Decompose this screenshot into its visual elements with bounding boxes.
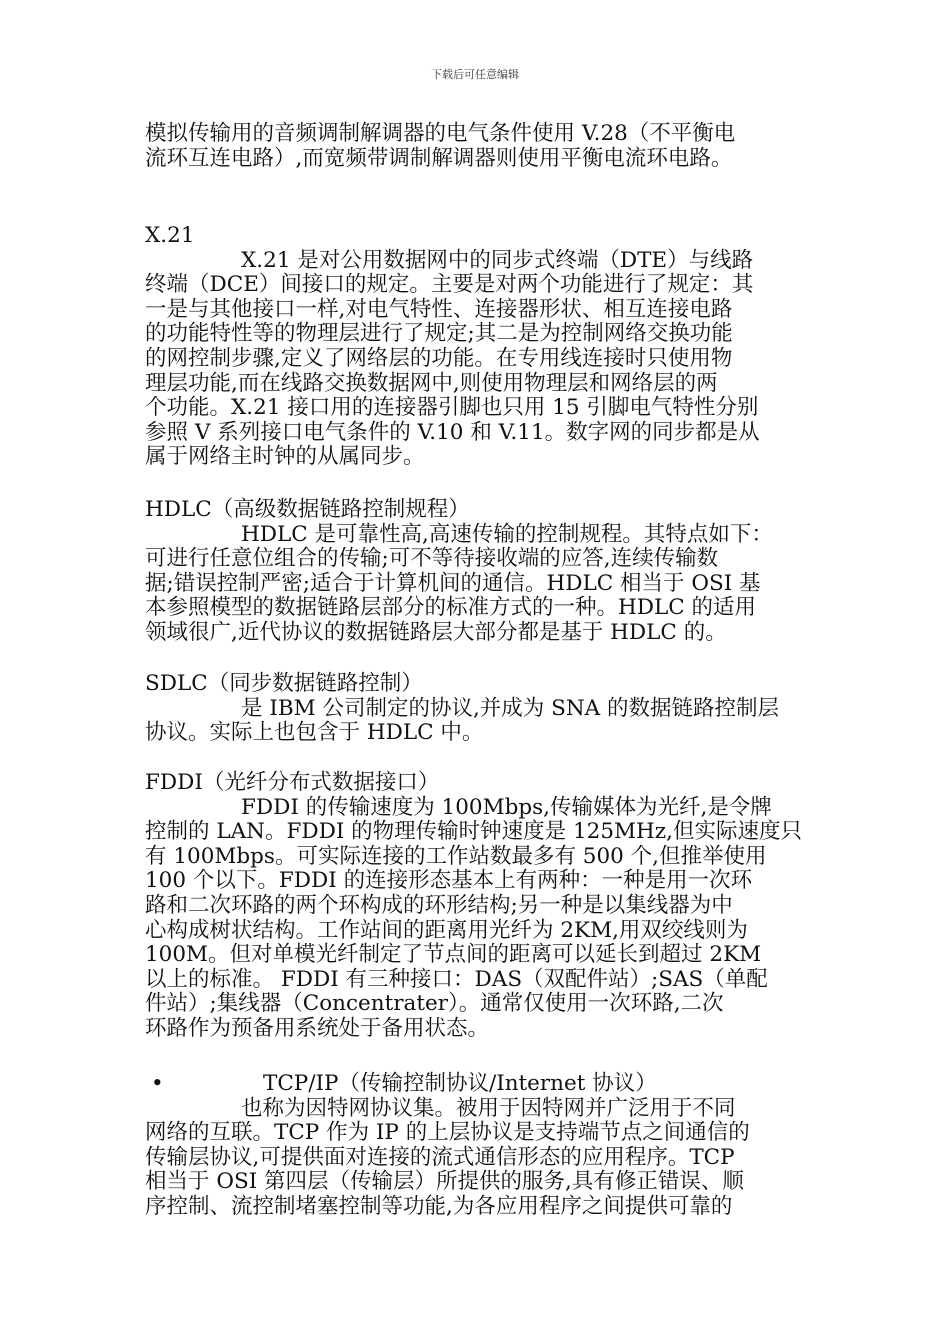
text-line: 100 个以下。FDDI 的连接形态基本上有两种：一种是用一次环 [145,868,753,894]
text-line: 领域很广,近代协议的数据链路层大部分都是基于 HDLC 的。 [145,619,727,645]
paragraph-intro [145,122,735,171]
text-line: 以上的标准。 FDDI 有三种接口：DAS（双配件站）;SAS（单配 [145,966,768,992]
text-line: 参照 V 系列接口电气条件的 V.10 和 V.11。数字网的同步都是从 [145,419,760,445]
section-title: X.21 [145,223,195,248]
section-hdlc [145,498,773,646]
text-line: 据;错误控制严密;适合于计算机间的通信。HDLC 相当于 OSI 基 [145,570,761,596]
text-line: 件站）;集线器（Concentrater）。通常仅使用一次环路,二次 [145,991,724,1017]
text-line: 是 IBM 公司制定的协议,并成为 SNA 的数据链路控制层 [241,695,780,721]
section-title: SDLC（同步数据链路控制） [145,671,423,696]
text-line: 传输层协议,可提供面对连接的流式通信形态的应用程序。TCP [145,1144,735,1170]
text-line: 相当于 OSI 第四层（传输层）所提供的服务,具有修正错误、顺 [145,1169,744,1195]
section-tcpip [145,1072,750,1220]
section-title: FDDI（光纤分布式数据接口） [145,770,440,795]
text-line: 的网控制步骤,定义了网络层的功能。在专用线连接时只使用物 [145,345,733,371]
text-line: 也称为因特网协议集。被用于因特网并广泛用于不同 [241,1095,736,1121]
text-line: 一是与其他接口一样,对电气特性、连接器形状、相互连接电路 [145,296,733,322]
page-header: 下载后可任意编辑 [431,68,519,81]
text-line: 本参照模型的数据链路层部分的标准方式的一种。HDLC 的适用 [145,595,757,621]
text-line: 个功能。X.21 接口用的连接器引脚也只用 15 引脚电气特性分别 [145,395,759,421]
text-line: 100M。但对单模光纤制定了节点间的距离可以延长到超过 2KM [145,942,762,968]
section-title: HDLC（高级数据链路控制规程） [145,497,470,522]
section-title: TCP/IP（传输控制协议/Internet 协议） [263,1071,657,1096]
text-line: 流环互连电路）,而宽频带调制解调器则使用平衡电流环电路。 [145,145,733,171]
text-line: 控制的 LAN。FDDI 的物理传输时钟速度是 125MHz,但实际速度只 [145,819,802,845]
text-line: 序控制、流控制堵塞控制等功能,为各应用程序之间提供可靠的 [145,1193,733,1219]
text-line: 可进行任意位组合的传输;可不等待接收端的应答,连续传输数 [145,546,719,572]
section-x21 [145,224,760,470]
text-line: 路和二次环路的两个环构成的环形结构;另一种是以集线器为中 [145,892,733,918]
text-line: 的功能特性等的物理层进行了规定;其二是为控制网络交换功能 [145,321,733,347]
text-line: 模拟传输用的音频调制解调器的电气条件使用 V.28（不平衡电 [145,121,736,146]
text-line: 网络的互联。TCP 作为 IP 的上层协议是支持端节点之间通信的 [145,1120,750,1146]
section-sdlc [145,672,779,746]
text-line: 理层功能,而在线路交换数据网中,则使用物理层和网络层的两 [145,370,718,396]
text-line: 终端（DCE）间接口的规定。主要是对两个功能进行了规定：其 [145,272,754,298]
text-line: FDDI 的传输速度为 100Mbps,传输媒体为光纤,是令牌 [241,794,772,820]
text-line: 协议。实际上也包含于 HDLC 中。 [145,720,484,746]
text-line: 心构成树状结构。工作站间的距离用光纤为 2KM,用双绞线则为 [145,917,748,943]
text-line: HDLC 是可靠性高,高速传输的控制规程。其特点如下： [241,521,773,547]
text-line: X.21 是对公用数据网中的同步式终端（DTE）与线路 [241,247,754,273]
text-line: 环路作为预备用系统处于备用状态。 [145,1015,490,1041]
text-line: 有 100Mbps。可实际连接的工作站数最多有 500 个,但推举使用 [145,843,767,869]
section-fddi [145,771,802,1042]
bullet-marker: • [151,1071,164,1096]
bullet-heading [145,1072,750,1097]
text-line: 属于网络主时钟的从属同步。 [145,444,425,470]
